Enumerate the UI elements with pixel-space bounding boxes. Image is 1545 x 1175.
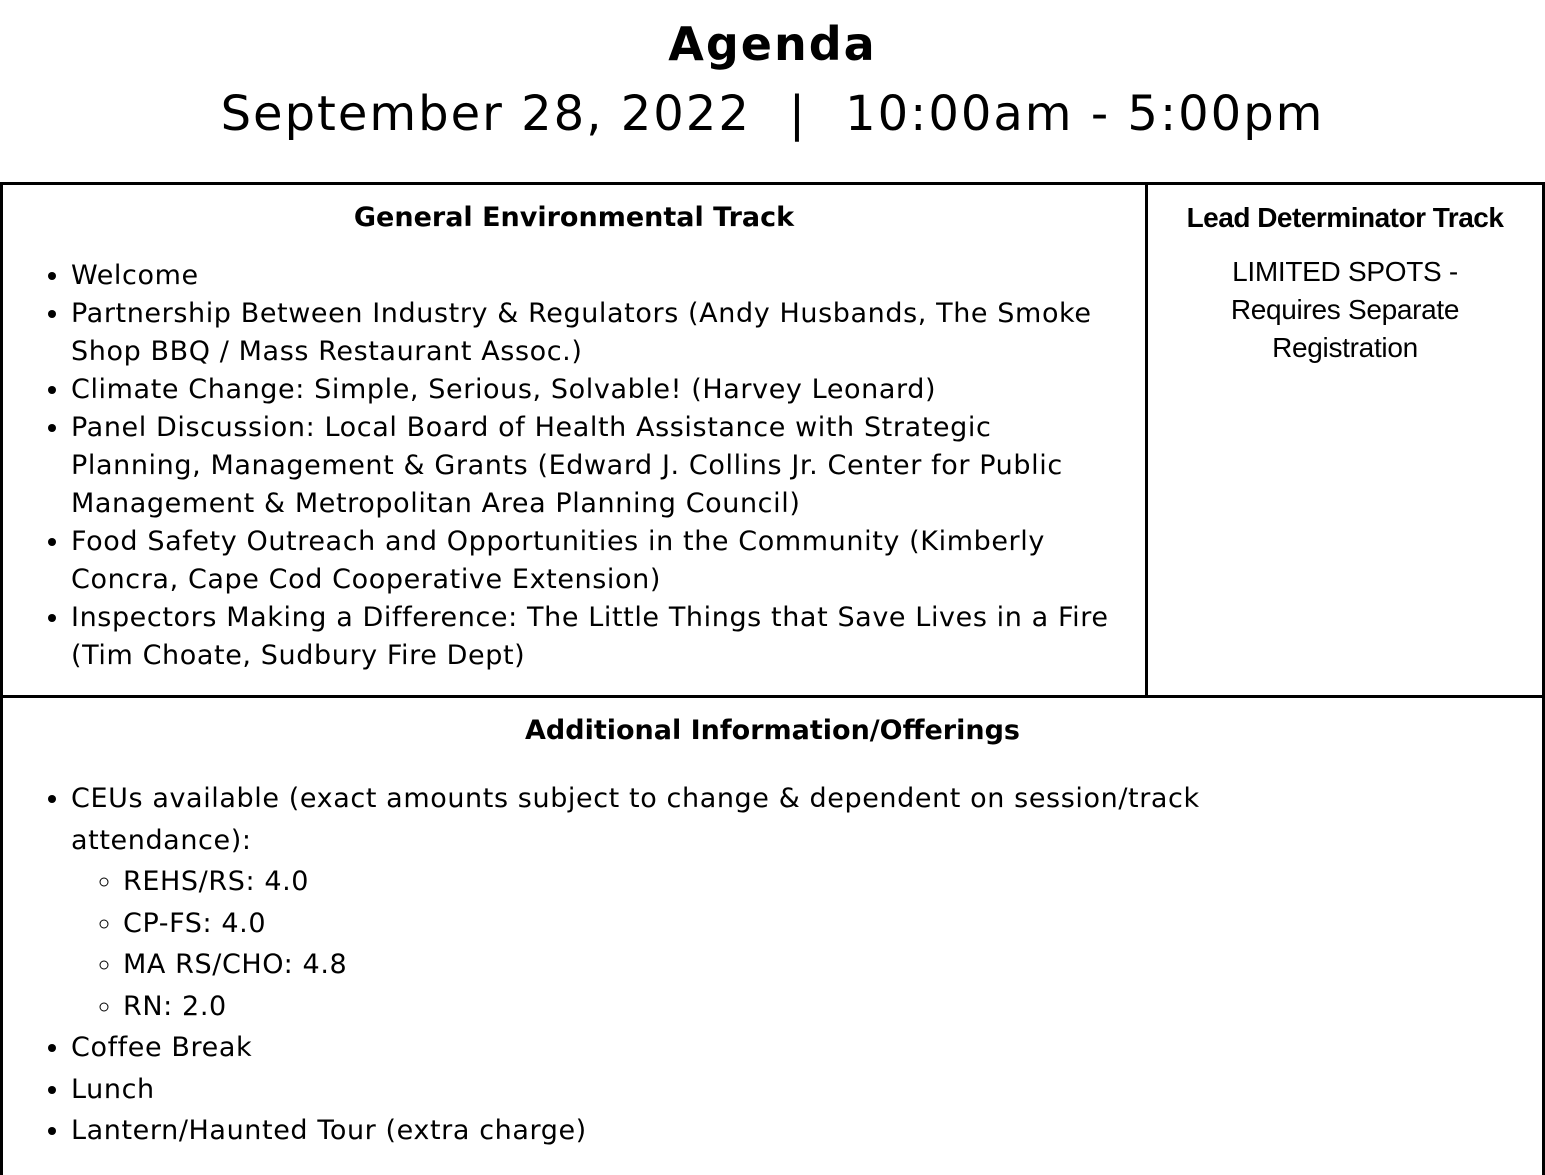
ceu-item: ◦ MA RS/CHO: 4.8 <box>123 944 1382 986</box>
ceu-item: ◦ CP-FS: 4.0 <box>123 903 1382 945</box>
list-item: • Panel Discussion: Local Board of Health Assistance with Strategic Planning, Management & Grants (Edward J. Collins Jr. Center for Public Management & Metropolitan Area Planning Council) <box>71 409 1125 523</box>
list-item: • Coffee Break <box>71 1027 1382 1069</box>
lead-track-box <box>1145 182 1545 698</box>
ceus-label: CEUs available (exact amounts subject to change & dependent on session/track attendance): <box>71 783 1200 856</box>
list-item: • Climate Change: Simple, Serious, Solvable! (Harvey Leonard) <box>71 371 1125 409</box>
lead-track-heading: Lead Determinator Track <box>1186 202 1504 233</box>
event-time: 10:00am - 5:00pm <box>845 86 1325 142</box>
general-track-heading: General Environmental Track <box>353 202 795 233</box>
ceus-sublist <box>71 861 1382 1027</box>
list-item: • Partnership Between Industry & Regulators (Andy Husbands, The Smoke Shop BBQ / Mass Restaurant Assoc.) <box>71 295 1125 371</box>
additional-info-heading: Additional Information/Offerings <box>525 715 1020 746</box>
additional-info-box <box>0 695 1545 1175</box>
list-item: • Welcome <box>71 257 1125 295</box>
date-time-separator: | <box>788 86 808 142</box>
general-track-list <box>3 257 1145 675</box>
list-item-ceus <box>71 778 1382 1027</box>
page-title: Agenda <box>668 17 877 71</box>
event-date-time <box>0 84 1545 144</box>
event-date: September 28, 2022 <box>220 86 751 142</box>
list-item: • Food Safety Outreach and Opportunities in the Community (Kimberly Concra, Cape Cod Cooperative Extension) <box>71 523 1125 599</box>
general-track-box <box>0 182 1148 698</box>
additional-info-list <box>3 778 1542 1152</box>
ceu-item: ◦ RN: 2.0 <box>123 986 1382 1028</box>
list-item: • Lantern/Haunted Tour (extra charge) <box>71 1110 1382 1152</box>
ceu-item: ◦ REHS/RS: 4.0 <box>123 861 1382 903</box>
lead-track-note: LIMITED SPOTS - Requires Separate Registration <box>1230 256 1460 363</box>
list-item: • Lunch <box>71 1069 1382 1111</box>
list-item: • Inspectors Making a Difference: The Little Things that Save Lives in a Fire (Tim Choate, Sudbury Fire Dept) <box>71 599 1125 675</box>
